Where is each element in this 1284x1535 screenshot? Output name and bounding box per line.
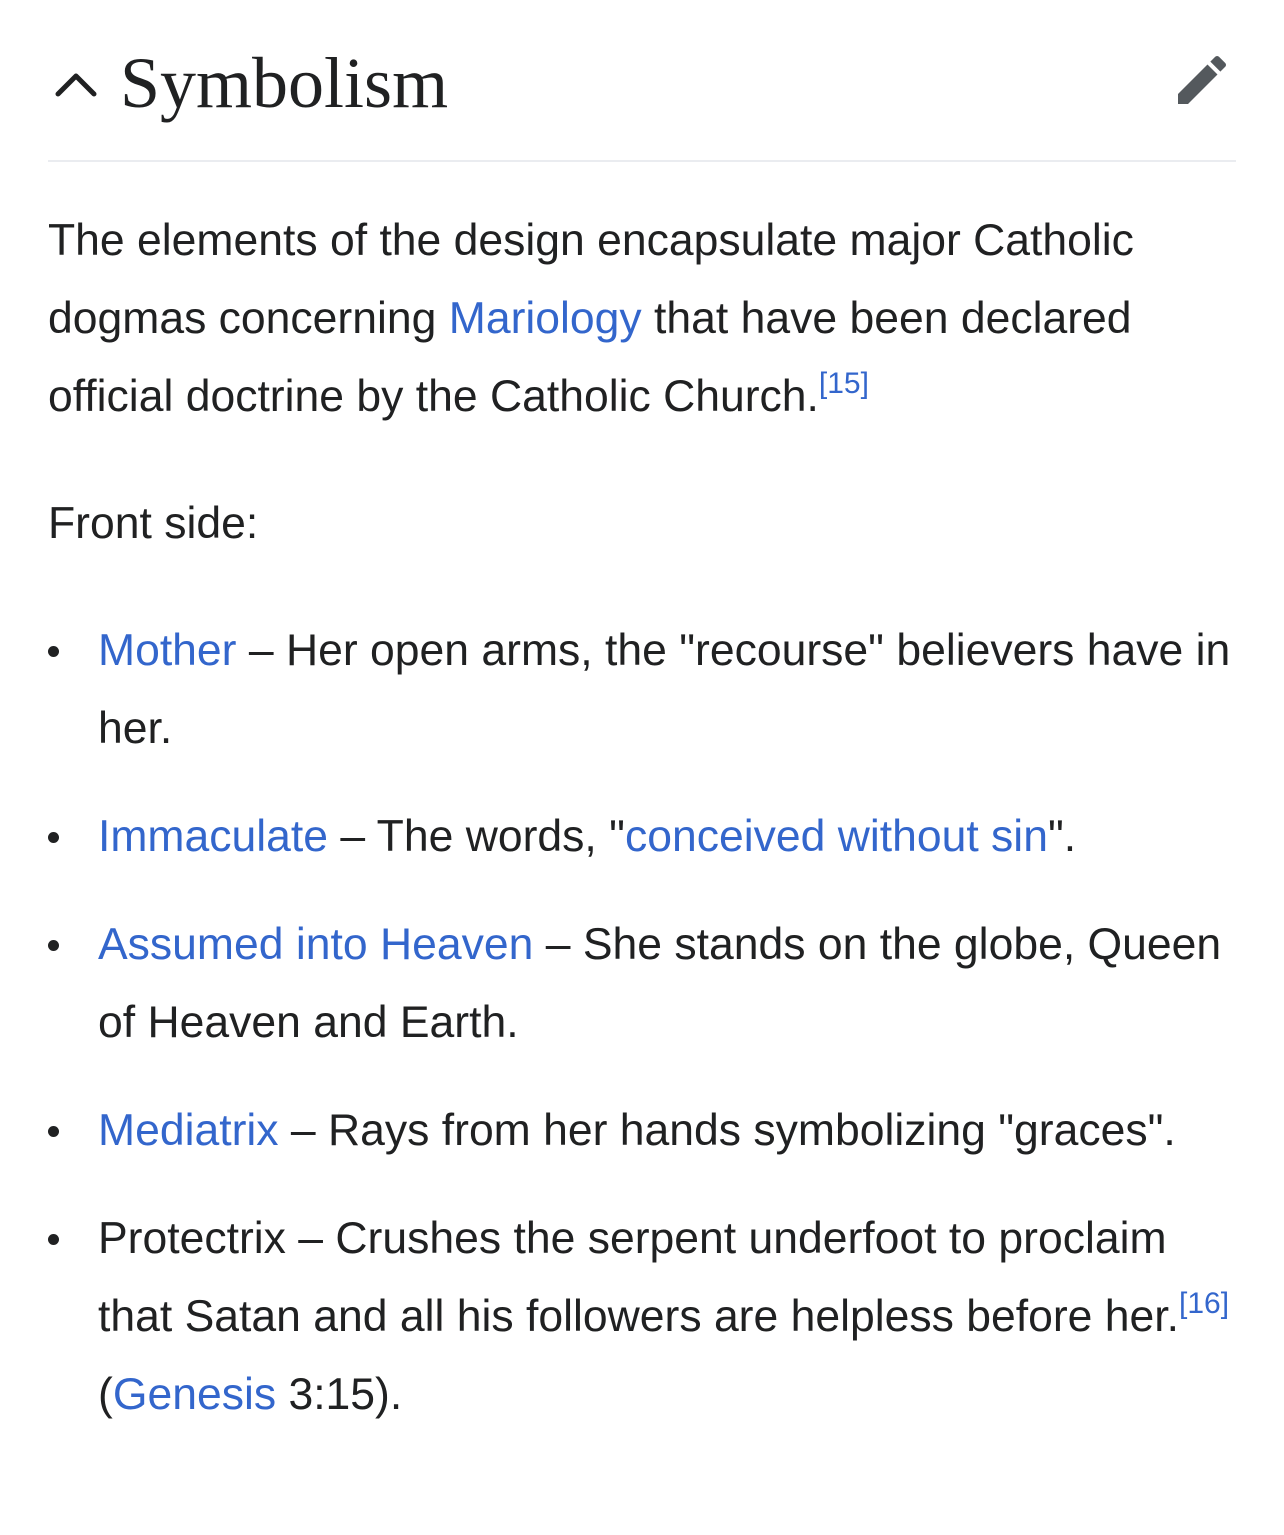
front-side-label: Front side:: [48, 499, 259, 548]
item-text: – Rays from her hands symbolizing "graces".: [278, 1106, 1176, 1155]
list-item-assumed-into-heaven: [48, 906, 1238, 1062]
item-text: – Her open arms, the "recourse" believers have in her.: [98, 626, 1231, 753]
section-divider: [48, 160, 1236, 162]
link-assumed-into-heaven[interactable]: Assumed into Heaven: [98, 920, 534, 969]
bullet: [48, 646, 59, 657]
link-mediatrix[interactable]: Mediatrix: [98, 1106, 279, 1155]
link-mariology[interactable]: Mariology: [448, 294, 642, 343]
paren-open: (: [98, 1370, 113, 1419]
bullet: [48, 1234, 59, 1245]
section-header: [48, 30, 1236, 130]
link-immaculate[interactable]: Immaculate: [98, 812, 328, 861]
bullet: [48, 832, 59, 843]
intro-text-before: The elements of the design encapsulate major Catholic dogmas concerning: [48, 216, 1134, 343]
pencil-icon[interactable]: [1170, 48, 1234, 112]
intro-text-after: that have been declared official doctrine by the Catholic Church.: [48, 294, 1132, 421]
item-term: Protectrix: [98, 1214, 286, 1263]
section-title: Symbolism: [120, 43, 449, 123]
item-text: – Crushes the serpent underfoot to proclaim that Satan and all his followers are helpless before her.: [98, 1214, 1180, 1341]
intro-paragraph: [48, 202, 1238, 436]
list-item-mediatrix: [48, 1092, 1238, 1170]
item-text-before: – The words, ": [328, 812, 625, 861]
chevron-up-icon[interactable]: [52, 60, 100, 108]
list-item-mother: [48, 612, 1238, 768]
reference-16[interactable]: [16]: [1179, 1287, 1230, 1320]
link-genesis[interactable]: Genesis: [112, 1370, 277, 1419]
link-mother[interactable]: Mother: [98, 626, 237, 675]
section-content: [48, 202, 1238, 1464]
item-text: – She stands on the globe, Queen of Heaven and Earth.: [98, 920, 1222, 1047]
reference-15[interactable]: [15]: [818, 367, 869, 400]
bullet: [48, 940, 59, 951]
bullet: [48, 1126, 59, 1137]
list-item-immaculate: [48, 798, 1238, 876]
symbol-list: [48, 612, 1238, 1434]
item-text-after: ".: [1047, 812, 1077, 861]
list-item-protectrix: [48, 1200, 1238, 1434]
link-conceived-without-sin[interactable]: conceived without sin: [624, 812, 1048, 861]
verse-text: 3:15).: [276, 1370, 403, 1419]
